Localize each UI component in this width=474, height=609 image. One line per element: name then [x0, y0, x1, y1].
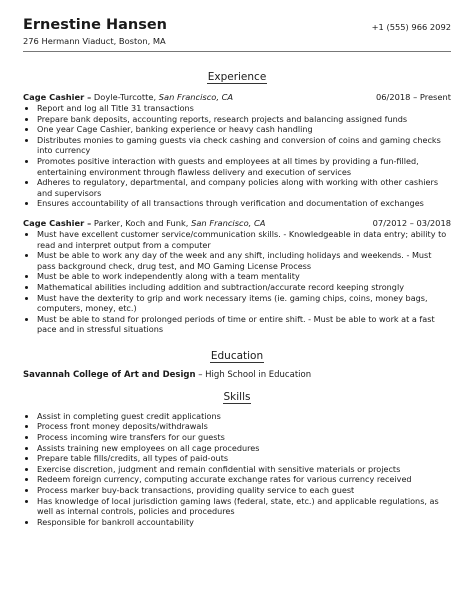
- experience-heading: [23, 71, 451, 84]
- list-item: • Must have excellent customer service/communication skills. - Knowledgeable in data entry; ability to read and interpret output from a computer: [37, 229, 451, 250]
- list-item: • Prepare bank deposits, accounting reports, research projects and balancing assigned funds: [37, 114, 451, 125]
- list-item: • Must be able to stand for prolonged periods of time or entire shift. - Must be able to work at a fast pace and in stressful situations: [37, 314, 451, 335]
- education-heading: [23, 350, 451, 363]
- job-dates: 07/2012 – 03/2018: [372, 217, 451, 228]
- list-item: • Exercise discretion, judgment and remain confidential with sensitive materials or projects: [37, 464, 451, 475]
- list-item: • One year Cage Cashier, banking experience or heavy cash handling: [37, 124, 451, 135]
- job-title-line: [23, 218, 265, 229]
- list-item: • Mathematical abilities including addition and subtraction/accurate record keeping strongly: [37, 282, 451, 293]
- list-item: • Prepare table fills/credits, all types of paid-outs: [37, 453, 451, 464]
- job-company: Doyle-Turcotte,: [93, 92, 157, 102]
- address: 276 Hermann Viaduct, Boston, MA: [23, 36, 166, 46]
- list-item: • Distributes monies to gaming guests via check cashing and conversion of coins and gaming checks into currency: [37, 135, 451, 156]
- header-divider: [23, 51, 451, 52]
- list-item: • Must have the dexterity to grip and work necessary items (ie. gaming chips, coins, money bags, computers, money, etc.): [37, 293, 451, 314]
- list-item: • Process front money deposits/withdrawals: [37, 421, 451, 432]
- job-location: San Francisco, CA: [158, 92, 234, 102]
- job-title-line: [23, 92, 233, 103]
- list-item: • Promotes positive interaction with guests and employees at all times by providing a fun-filled, entertaining environment through flawless delivery and execution of services: [37, 156, 451, 177]
- job-bullets: [23, 229, 451, 335]
- job-company: Parker, Koch and Funk,: [93, 217, 189, 228]
- skills-heading-text: Skills: [223, 390, 251, 403]
- job-dates: 06/2018 – Present: [375, 92, 451, 102]
- phone: +1 (555) 966 2092: [371, 22, 451, 32]
- school-name: Savannah College of Art and Design: [23, 369, 196, 380]
- skills-list: [23, 411, 451, 528]
- job-location: San Francisco, CA: [191, 217, 266, 228]
- list-item: • Redeem foreign currency, computing accurate exchange rates for various currency received: [37, 474, 451, 485]
- experience-heading-text: Experience: [207, 71, 267, 83]
- education-heading-text: Education: [210, 349, 264, 362]
- job-header: [23, 92, 451, 103]
- list-item: • Assists training new employees on all cage procedures: [37, 443, 451, 454]
- list-item: • Adheres to regulatory, departmental, and company policies along with working with other cashiers and supervisors: [37, 177, 451, 198]
- job-header: [23, 218, 451, 229]
- job-bullets: [23, 103, 451, 209]
- list-item: • Assist in completing guest credit applications: [37, 411, 451, 422]
- list-item: • Responsible for bankroll accountability: [37, 517, 451, 528]
- list-item: • Process incoming wire transfers for our guests: [37, 432, 451, 443]
- list-item: • Ensures accountability of all transactions through verification and documentation of exchanges: [37, 198, 451, 209]
- skills-heading: [23, 391, 451, 404]
- list-item: • Has knowledge of local jurisdiction gaming laws (federal, state, etc.) and applicable regulations, as well as internal controls, policies and procedures: [37, 496, 451, 517]
- job-role: Cage Cashier –: [23, 92, 92, 102]
- list-item: • Report and log all Title 31 transactions: [37, 103, 451, 114]
- job-role: Cage Cashier –: [23, 217, 92, 228]
- list-item: • Must be able to work independently along with a team mentality: [37, 271, 451, 282]
- name: Ernestine Hansen: [23, 17, 167, 33]
- list-item: • Must be able to work any day of the week and any shift, including holidays and weekends. - Must pass background check, drug test, and MO Gaming License Process: [37, 250, 451, 271]
- education-detail: – High School in Education: [195, 369, 312, 380]
- resume-header: [23, 16, 451, 34]
- education-entry: [23, 370, 451, 381]
- list-item: • Process marker buy-back transactions, providing quality service to each guest: [37, 485, 451, 496]
